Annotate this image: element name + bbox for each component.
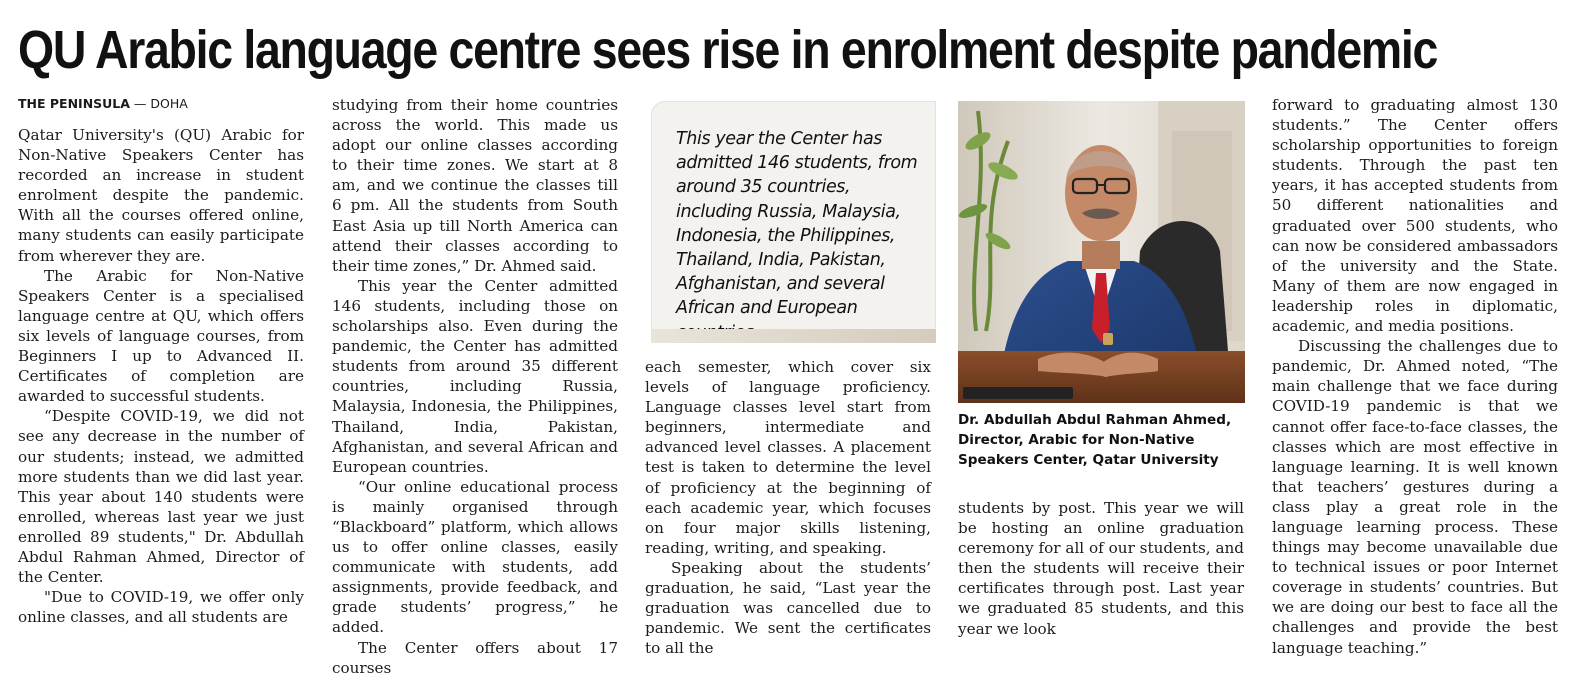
- byline-separator: —: [129, 96, 151, 111]
- article-column-1: [18, 95, 304, 635]
- paragraph: “Our online educational process is mainly organised through “Blackboard” platform, which allows us to offer online classes, easily communicate with students, add assignments, provide feedback, and grade students’ progress,” he added.: [332, 477, 618, 637]
- director-photo: [958, 101, 1245, 403]
- pull-quote-box: [651, 101, 936, 343]
- byline-agency: THE PENINSULA: [18, 96, 130, 111]
- paragraph: "Due to COVID-19, we offer only online classes, and all students are: [18, 588, 304, 627]
- paragraph: “Despite COVID-19, we did not see any decrease in the number of our students; instead, we admitted more students than we did last year. This year about 140 students were enrolled, whereas last year we just enrolled 89 students," Dr. Abdullah Abdul Rahman Ahmed, Director of the Center.: [18, 407, 304, 587]
- pull-quote-text: This year the Center has admitted 146 students, from around 35 countries, including Russia, Malaysia, Indonesia, the Philippines, Thailand, India, Pakistan, Afghanistan, and several African and European: [676, 129, 918, 319]
- article-column-5: [1272, 95, 1558, 657]
- paragraph: each semester, which cover six levels of language proficiency. Language classes level start from beginners, intermediate and advanced level classes. A placement test is taken to determine the level of proficiency at the beginning of each academic year, which focuses on four major skills listening, reading, writing, and speaking.: [645, 358, 931, 557]
- photo-caption: Dr. Abdullah Abdul Rahman Ahmed, Director, Arabic for Non-Native Speakers Center, Qatar University: [958, 412, 1232, 468]
- paragraph: The Arabic for Non-Native Speakers Center is a specialised language centre at QU, which offers six levels of language courses, from Beginners I up to Advanced II. Certificates of completion are awarded to successful students.: [18, 266, 304, 406]
- paragraph: forward to graduating almost 130 students.” The Center offers scholarship opportunities to foreign students. Through the past ten years, it has accepted students from 50 different nationalities and graduated over 500 students, who can now be considered ambassadors of the university and the State. Many of them are now engaged in leadership roles in diplomatic, academic, and media positions.: [1272, 96, 1558, 336]
- byline-location: DOHA: [150, 96, 188, 111]
- paragraph: This year the Center admitted 146 students, including those on scholarships also. Even during the pandemic, the Center has admitted students from around 35 different countries, including Russia, Malaysia, Indonesia, the Philippines, Thailand, India, Pakistan, Afghanistan, and several African and European countries.: [332, 276, 618, 476]
- pull-quote-bar: [651, 329, 936, 343]
- byline: [18, 95, 304, 113]
- paragraph: The Center offers about 17 courses: [332, 638, 618, 677]
- headline: QU Arabic language centre sees rise in enrolment despite pandemic: [18, 20, 1438, 80]
- paragraph: Speaking about the students’ graduation, he said, “Last year the graduation was cancelled due to pandemic. We sent the certificates to all the: [645, 558, 931, 658]
- paragraph: Discussing the challenges due to pandemic, Dr. Ahmed noted, “The main challenge that we face during COVID-19 pandemic is that we cannot offer face-to-face classes, the classes which are most effective in language learning. It is well known that teachers’ gestures during a class play a great role in the language learning process. These things may become unavailable due to technical issues or poor Internet coverage in students’ countries. But we are doing our best to face all the challenges and provide the best language teaching.”: [1272, 337, 1558, 657]
- paragraph: Qatar University's (QU) Arabic for Non-Native Speakers Center has recorded an increase in student enrolment despite the pandemic. With all the courses offered online, many students can easily participate from wherever they are.: [18, 126, 304, 265]
- article-column-3: [645, 357, 931, 658]
- article-column-2: [332, 95, 618, 677]
- paragraph: students by post. This year we will be hosting an online graduation ceremony for all of our students, and then the students will receive their certificates through post. Last year we graduated 85 students, and this year we look: [958, 499, 1244, 638]
- paragraph: studying from their home countries across the world. This made us adopt our online classes according to their time zones. We start at 8 am, and we continue the classes till 6 pm. All the students from South East Asia up till North America can attend their classes according to their time zones,” Dr. Ahmed said.: [332, 96, 618, 275]
- article-column-4: [958, 498, 1244, 638]
